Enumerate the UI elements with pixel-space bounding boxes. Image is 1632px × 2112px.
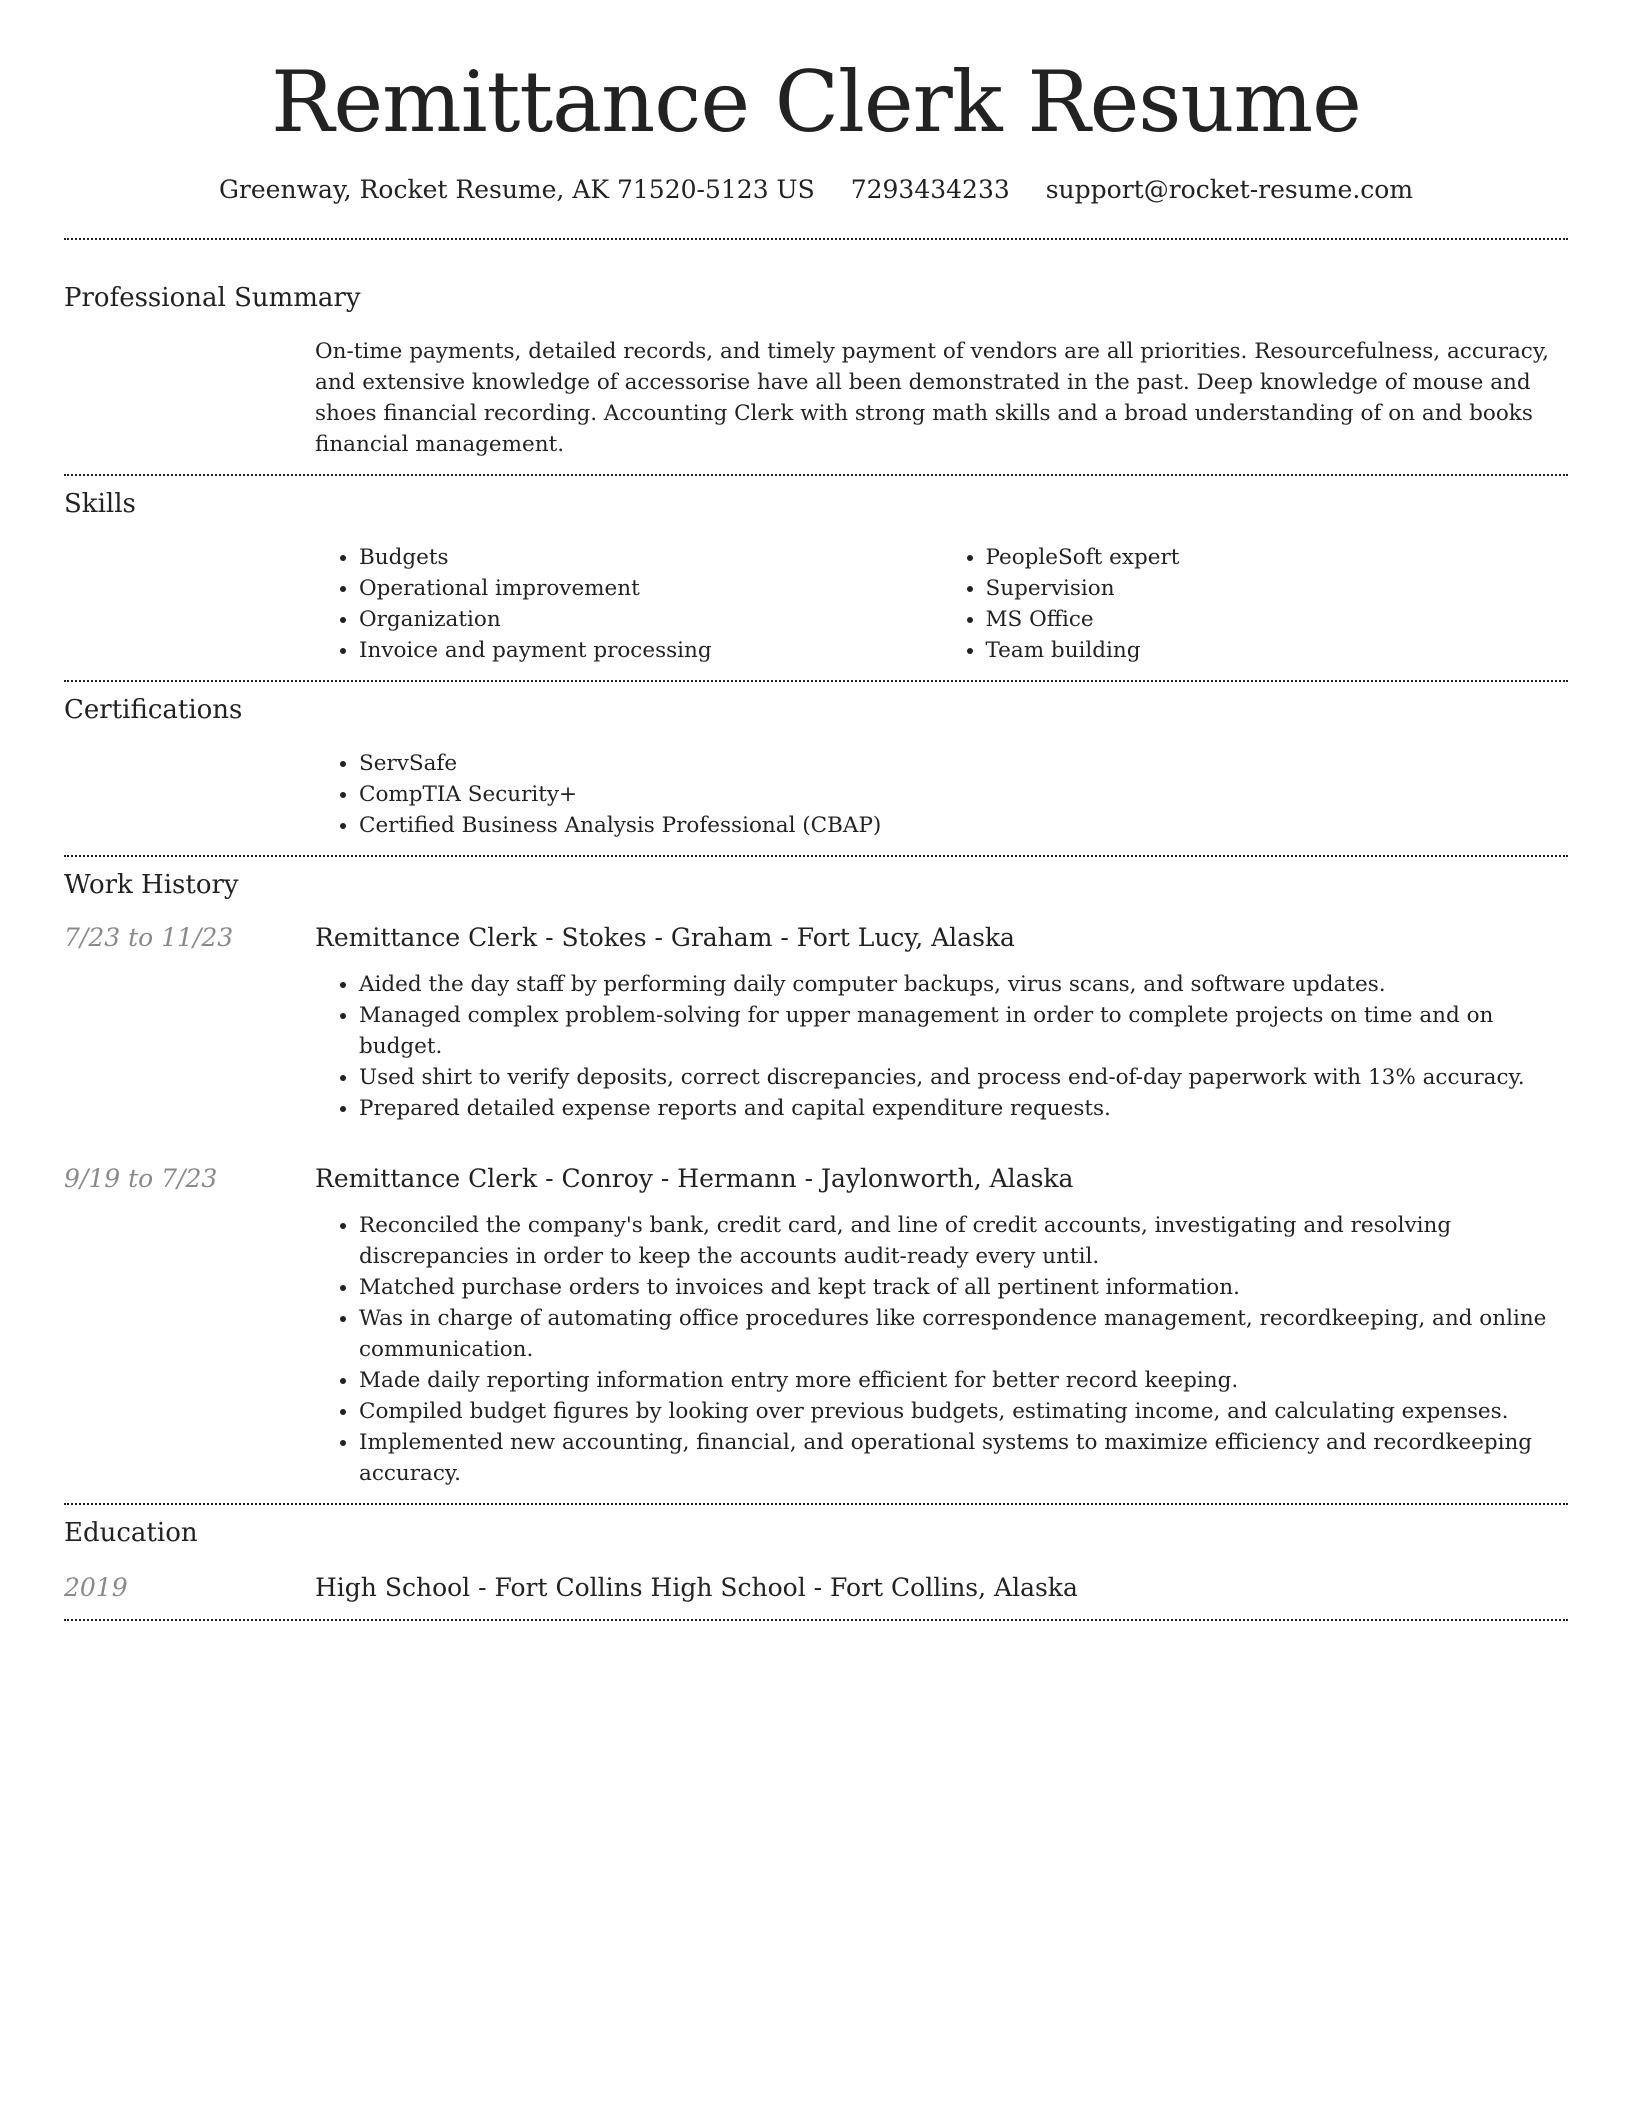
job-bullet: • Compiled budget figures by looking over previous budgets, estimating income, and calculating expenses. xyxy=(359,1396,1568,1427)
certification-item: • Certified Business Analysis Professional (CBAP) xyxy=(359,810,1568,841)
work-history-heading: Work History xyxy=(64,870,239,900)
summary-heading: Professional Summary xyxy=(64,283,361,313)
section-divider xyxy=(64,1619,1568,1621)
summary-section xyxy=(64,240,1568,474)
job-bullet: • Was in charge of automating office procedures like correspondence management, recordkeeping, and online communication. xyxy=(359,1303,1568,1365)
education-section xyxy=(64,1505,1568,1619)
certification-item: • ServSafe xyxy=(359,748,1568,779)
certifications-heading: Certifications xyxy=(64,695,243,725)
education-heading: Education xyxy=(64,1518,198,1548)
skills-list-right xyxy=(942,542,1569,666)
skill-item: • Organization xyxy=(359,604,942,635)
contact-address: Greenway, Rocket Resume, AK 71520-5123 US xyxy=(218,175,815,204)
summary-text: On-time payments, detailed records, and timely payment of vendors are all priorities. Resourcefulness, accuracy, and extensive knowledge of accessorise have all been demonstrated in the past. Deep knowledge of mouse and shoes financial recording. Accounting Clerk with strong math skills and a broad understanding of on and books financial management. xyxy=(315,339,1549,457)
skills-list-left xyxy=(315,542,942,666)
job-bullets xyxy=(64,1210,1568,1489)
education-entry xyxy=(64,1571,1568,1605)
job-bullet: • Used shirt to verify deposits, correct discrepancies, and process end-of-day paperwork with 13% accuracy. xyxy=(359,1062,1568,1093)
job-bullet: • Prepared detailed expense reports and capital expenditure requests. xyxy=(359,1093,1568,1124)
certification-item: • CompTIA Security+ xyxy=(359,779,1568,810)
job-entry xyxy=(64,1162,1568,1489)
skill-item: • Invoice and payment processing xyxy=(359,635,942,666)
contact-line xyxy=(64,174,1568,206)
skills-heading: Skills xyxy=(64,489,136,519)
job-dates: 7/23 to 11/23 xyxy=(64,923,234,952)
skills-grid xyxy=(315,542,1568,666)
job-bullet: • Aided the day staff by performing daily computer backups, virus scans, and software updates. xyxy=(359,969,1568,1000)
education-degree: High School - Fort Collins High School - Fort Collins, Alaska xyxy=(315,1573,1078,1602)
job-bullet: • Made daily reporting information entry more efficient for better record keeping. xyxy=(359,1365,1568,1396)
job-bullet: • Matched purchase orders to invoices and kept track of all pertinent information. xyxy=(359,1272,1568,1303)
job-role: Remittance Clerk - Conroy - Hermann - Jaylonworth, Alaska xyxy=(315,1164,1074,1193)
skill-item: • Operational improvement xyxy=(359,573,942,604)
skill-item: • MS Office xyxy=(986,604,1569,635)
skills-section xyxy=(64,476,1568,680)
contact-email: support@rocket-resume.com xyxy=(1045,175,1414,204)
job-dates: 9/19 to 7/23 xyxy=(64,1164,218,1193)
education-year: 2019 xyxy=(64,1573,128,1602)
skill-item: • Team building xyxy=(986,635,1569,666)
contact-phone: 7293434233 xyxy=(850,175,1010,204)
certifications-section xyxy=(64,682,1568,855)
skill-item: • PeopleSoft expert xyxy=(986,542,1569,573)
resume-title: Remittance Clerk Resume xyxy=(271,53,1361,151)
job-bullets xyxy=(64,969,1568,1124)
job-entry xyxy=(64,921,1568,1124)
resume-header xyxy=(64,0,1568,206)
job-bullet: • Managed complex problem-solving for upper management in order to complete projects on time and on budget. xyxy=(359,1000,1568,1062)
job-role: Remittance Clerk - Stokes - Graham - Fort Lucy, Alaska xyxy=(315,923,1015,952)
job-bullet: • Implemented new accounting, financial, and operational systems to maximize efficiency and recordkeeping accuracy. xyxy=(359,1427,1568,1489)
work-history-section xyxy=(64,857,1568,1503)
skill-item: • Budgets xyxy=(359,542,942,573)
skill-item: • Supervision xyxy=(986,573,1569,604)
job-bullet: • Reconciled the company's bank, credit card, and line of credit accounts, investigating and resolving discrepancies in order to keep the accounts audit-ready every until. xyxy=(359,1210,1568,1272)
certifications-list xyxy=(315,748,1568,841)
